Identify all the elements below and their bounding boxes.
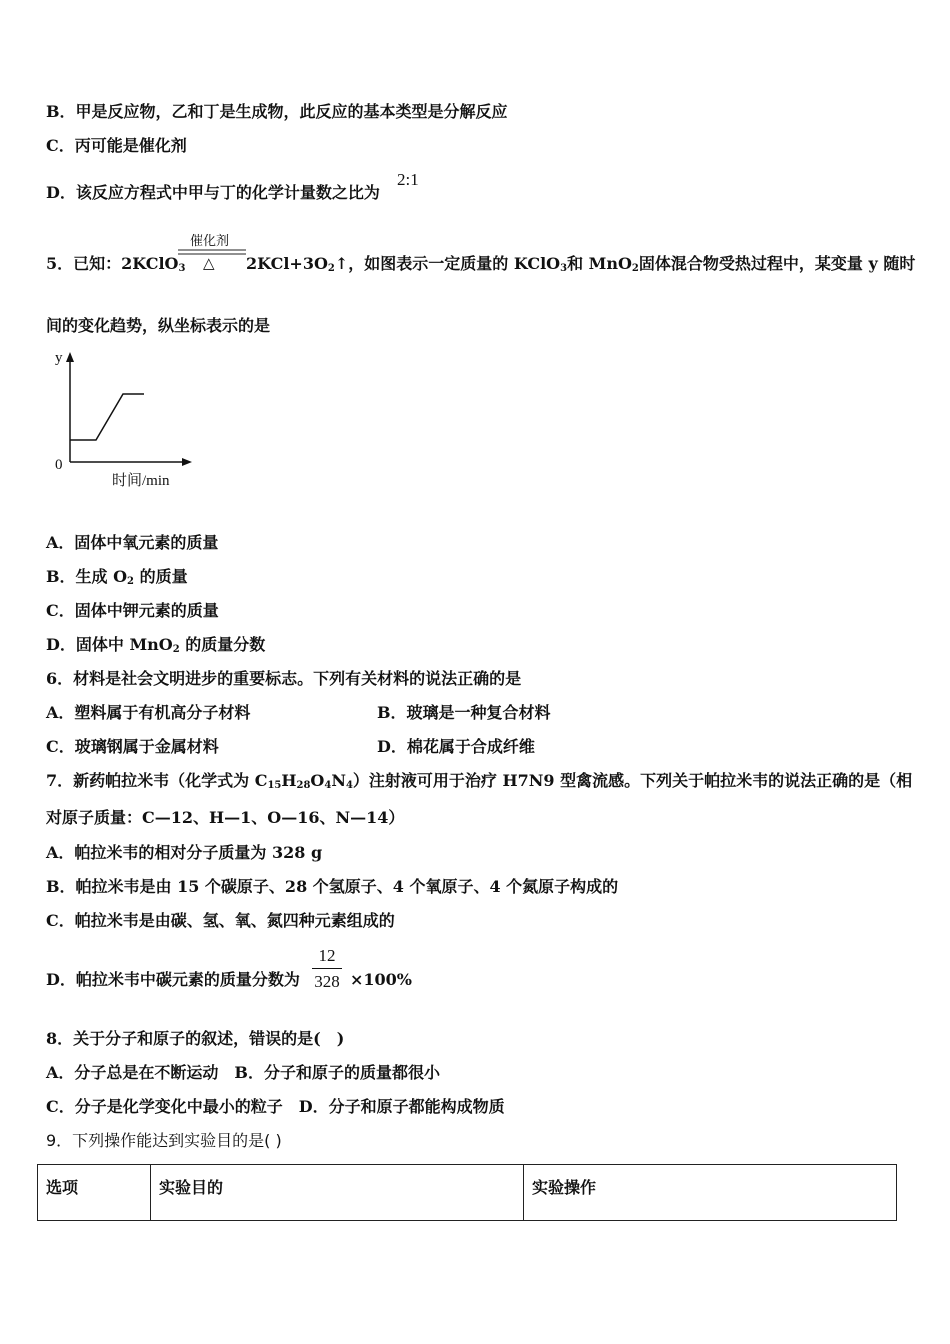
q7-fraction-denominator: 328 bbox=[314, 972, 340, 991]
q4-option-d-text: D．该反应方程式中甲与丁的化学计量数之比为 bbox=[46, 183, 380, 202]
q5-reactant: 5．已知：2KClO bbox=[46, 254, 179, 273]
q5-stem-line1-rest: $2KCl+3O_2↑$，如图表示一定质量的 KClO$_3$和 MnO$_2$固体混合物受热过程中，某变量 y 随时 bbox=[246, 254, 916, 274]
q5-option-d: D．固体中 MnO$_2$ 的质量分数 bbox=[46, 635, 266, 655]
q5-heat-symbol: △ bbox=[203, 254, 215, 272]
q7-option-d: D．帕拉米韦中碳元素的质量分数为 bbox=[46, 970, 300, 989]
q4-option-c: C．丙可能是催化剂 bbox=[46, 136, 187, 155]
trend-line bbox=[70, 394, 144, 440]
table-header-row bbox=[38, 1165, 897, 1221]
q5-stem-line2: 间的变化趋势，纵坐标表示的是 bbox=[46, 316, 271, 335]
q4-ratio: 2:1 bbox=[397, 170, 419, 189]
y-axis-arrow bbox=[66, 352, 74, 362]
q7-option-a: A．帕拉米韦的相对分子质量为 328 g bbox=[46, 843, 323, 862]
q7-fraction-numerator: 12 bbox=[318, 946, 336, 965]
q5-catalyst-label: 催化剂 bbox=[190, 234, 230, 249]
q7-stem-line2: 对原子质量：C—12、H—1、O—16、N—14） bbox=[46, 808, 405, 827]
q5-products: 2KCl+3O bbox=[246, 254, 328, 273]
header-operation: 实验操作 bbox=[524, 1165, 897, 1221]
header-purpose: 实验目的 bbox=[151, 1165, 524, 1221]
q7-stem-line1: 7．新药帕拉米韦（化学式为 $C_{15}H_{28}O_4N_4$）注射液可用于治疗 H7N9 型禽流感。下列关于帕拉米韦的说法正确的是（相 bbox=[46, 771, 913, 791]
q7-option-d-tail: ×100% bbox=[350, 970, 413, 989]
q8-stem: 8．关于分子和原子的叙述，错误的是( ) bbox=[46, 1029, 345, 1048]
q5-option-c: C．固体中钾元素的质量 bbox=[46, 601, 219, 620]
graph-origin-label: 0 bbox=[55, 457, 63, 473]
q9-table bbox=[37, 1164, 897, 1221]
q8-options-ab: A．分子总是在不断运动 B．分子和原子的质量都很小 bbox=[46, 1063, 440, 1082]
q7-option-b: B．帕拉米韦是由 15 个碳原子、28 个氢原子、4 个氧原子、4 个氮原子构成的 bbox=[46, 877, 619, 896]
header-option: 选项 bbox=[38, 1165, 151, 1221]
x-axis-arrow bbox=[182, 458, 192, 466]
graph-x-label: 时间/min bbox=[112, 473, 170, 489]
q5-stem-line1: 5．已知：2KClO$_3$ bbox=[46, 254, 186, 274]
q8-options-cd: C．分子是化学变化中最小的粒子 D．分子和原子都能构成物质 bbox=[46, 1097, 505, 1116]
q4-option-b: B．甲是反应物，乙和丁是生成物，此反应的基本类型是分解反应 bbox=[46, 102, 508, 121]
q4-option-d bbox=[46, 183, 380, 203]
graph-y-label: y bbox=[55, 350, 63, 366]
q6-option-c: C．玻璃钢属于金属材料 bbox=[46, 737, 219, 756]
q6-option-a: A．塑料属于有机高分子材料 bbox=[46, 703, 251, 722]
q5-option-a: A．固体中氧元素的质量 bbox=[46, 533, 219, 552]
q6-option-b: B．玻璃是一种复合材料 bbox=[377, 703, 551, 722]
q9-stem: 9．下列操作能达到实验目的是( ) bbox=[46, 1131, 282, 1150]
q7-fraction-bar bbox=[312, 968, 342, 969]
q7-option-c: C．帕拉米韦是由碳、氢、氧、氮四种元素组成的 bbox=[46, 911, 395, 930]
q5-option-b: B．生成 $O_2$ 的质量 bbox=[46, 567, 188, 587]
q6-stem: 6．材料是社会文明进步的重要标志。下列有关材料的说法正确的是 bbox=[46, 669, 522, 688]
q6-option-d: D．棉花属于合成纤维 bbox=[377, 737, 535, 756]
